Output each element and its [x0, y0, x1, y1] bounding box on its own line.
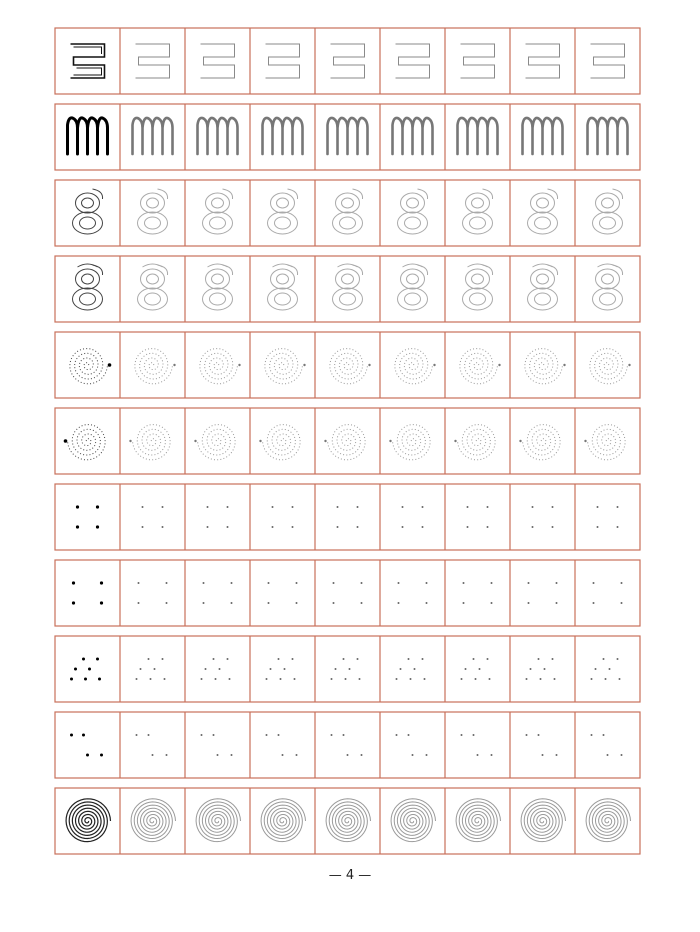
- practice-row: [55, 256, 640, 322]
- trace-cell: [315, 28, 365, 94]
- trace-cell: [575, 484, 619, 550]
- trace-cell: [575, 256, 623, 322]
- trace-cell: [250, 28, 300, 94]
- trace-cell: [510, 636, 556, 702]
- trace-cell: [575, 408, 625, 474]
- row-frame: [55, 484, 640, 550]
- model-cell: [76, 505, 99, 528]
- trace-cell: [185, 408, 235, 474]
- practice-row: [55, 712, 640, 778]
- trace-cell: [185, 484, 229, 550]
- page-number: — 4 —: [328, 868, 372, 883]
- trace-cell: [510, 408, 560, 474]
- practice-row: [55, 28, 640, 94]
- trace-cell: [510, 104, 563, 170]
- trace-cell: [185, 560, 233, 626]
- trace-cell: [120, 636, 166, 702]
- trace-cell: [575, 712, 623, 778]
- trace-cell: [510, 788, 566, 854]
- trace-cell: [120, 560, 168, 626]
- trace-cell: [445, 256, 493, 322]
- trace-cell: [380, 560, 428, 626]
- row-frame: [55, 636, 640, 702]
- model-cell: [73, 264, 103, 310]
- trace-cell: [120, 712, 168, 778]
- trace-cell: [250, 484, 294, 550]
- trace-cell: [250, 788, 306, 854]
- practice-row: [55, 560, 640, 626]
- trace-cell: [250, 560, 298, 626]
- trace-cell: [120, 484, 164, 550]
- trace-cell: [185, 180, 233, 246]
- model-cell: [68, 118, 108, 154]
- trace-cell: [120, 28, 170, 94]
- trace-cell: [315, 788, 371, 854]
- trace-cell: [575, 636, 621, 702]
- trace-cell: [445, 332, 501, 398]
- practice-row: [55, 408, 640, 474]
- practice-row: [55, 484, 640, 550]
- trace-cell: [575, 332, 631, 398]
- row-frame: [55, 28, 640, 94]
- trace-cell: [185, 28, 235, 94]
- practice-row: [55, 636, 640, 702]
- model-cell: [70, 658, 101, 681]
- row-frame: [55, 408, 640, 474]
- trace-cell: [510, 560, 558, 626]
- trace-cell: [185, 104, 238, 170]
- trace-cell: [380, 788, 436, 854]
- trace-cell: [575, 180, 623, 246]
- trace-cell: [250, 712, 298, 778]
- trace-cell: [445, 408, 495, 474]
- model-cell: [71, 44, 105, 78]
- trace-cell: [120, 408, 170, 474]
- trace-cell: [380, 712, 428, 778]
- trace-cell: [575, 560, 623, 626]
- trace-cell: [380, 104, 433, 170]
- trace-cell: [120, 256, 168, 322]
- row-frame: [55, 712, 640, 778]
- trace-cell: [510, 332, 566, 398]
- trace-cell: [250, 256, 298, 322]
- trace-cell: [510, 180, 558, 246]
- trace-cell: [445, 636, 491, 702]
- trace-cell: [185, 712, 233, 778]
- model-cell: [64, 425, 105, 460]
- trace-cell: [185, 256, 233, 322]
- trace-cell: [510, 28, 560, 94]
- practice-row: [55, 104, 640, 170]
- trace-cell: [250, 104, 303, 170]
- trace-cell: [445, 484, 489, 550]
- trace-cell: [120, 104, 173, 170]
- trace-cell: [185, 636, 231, 702]
- row-frame: [55, 332, 640, 398]
- trace-cell: [120, 332, 176, 398]
- trace-cell: [315, 636, 361, 702]
- trace-cell: [380, 28, 430, 94]
- trace-cell: [380, 636, 426, 702]
- trace-cell: [510, 712, 558, 778]
- trace-cell: [315, 104, 368, 170]
- trace-cell: [380, 180, 428, 246]
- trace-cell: [445, 788, 501, 854]
- trace-cell: [315, 256, 363, 322]
- trace-cell: [380, 332, 436, 398]
- trace-cell: [315, 712, 363, 778]
- trace-cell: [120, 180, 168, 246]
- trace-cell: [250, 180, 298, 246]
- trace-cell: [185, 788, 241, 854]
- practice-row: [55, 788, 640, 854]
- trace-cell: [380, 408, 430, 474]
- trace-cell: [380, 484, 424, 550]
- trace-cell: [250, 408, 300, 474]
- trace-cell: [575, 104, 628, 170]
- model-cell: [72, 581, 103, 604]
- trace-cell: [250, 636, 296, 702]
- practice-row: [55, 180, 640, 246]
- trace-cell: [575, 28, 625, 94]
- trace-cell: [380, 256, 428, 322]
- trace-cell: [315, 408, 365, 474]
- model-cell: [70, 349, 111, 384]
- row-frame: [55, 788, 640, 854]
- model-cell: [70, 734, 103, 757]
- trace-cell: [120, 788, 176, 854]
- trace-cell: [445, 560, 493, 626]
- trace-cell: [315, 180, 363, 246]
- trace-cell: [445, 104, 498, 170]
- trace-cell: [185, 332, 241, 398]
- trace-cell: [445, 180, 493, 246]
- trace-cell: [510, 256, 558, 322]
- model-cell: [66, 799, 110, 842]
- trace-cell: [315, 332, 371, 398]
- trace-cell: [510, 484, 554, 550]
- trace-cell: [315, 560, 363, 626]
- row-frame: [55, 560, 640, 626]
- practice-row: [55, 332, 640, 398]
- trace-cell: [445, 28, 495, 94]
- trace-cell: [445, 712, 493, 778]
- trace-cell: [250, 332, 306, 398]
- model-cell: [73, 189, 103, 234]
- trace-cell: [575, 788, 631, 854]
- trace-cell: [315, 484, 359, 550]
